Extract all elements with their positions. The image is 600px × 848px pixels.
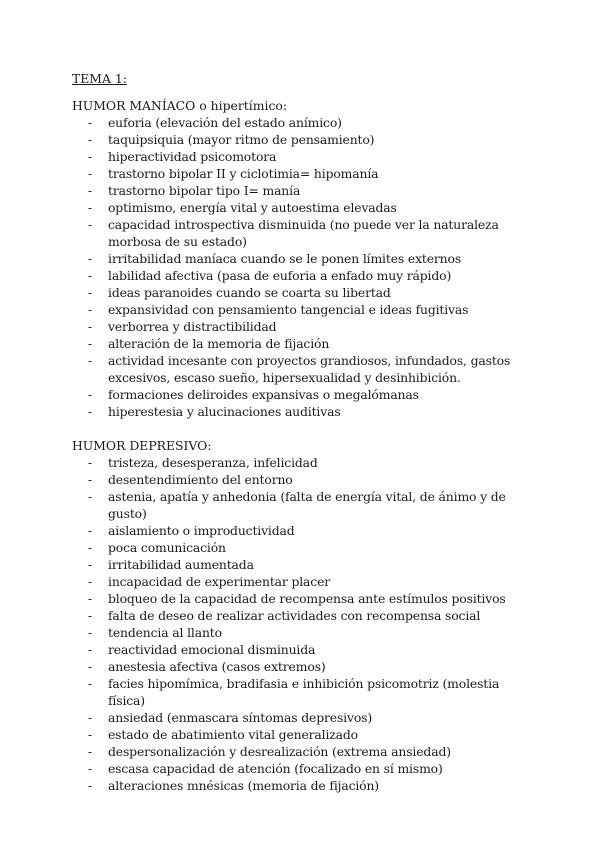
- list-item: [72, 284, 532, 301]
- list-item: [72, 131, 532, 148]
- bullet-list: [72, 114, 532, 420]
- list-item-text: trastorno bipolar tipo I= manía: [108, 183, 301, 198]
- list-item: [72, 709, 532, 726]
- section-heading: HUMOR MANÍACO o hipertímico:: [72, 98, 288, 113]
- list-item-text: incapacidad de experimentar placer: [108, 574, 331, 589]
- list-item-text: falta de deseo de realizar actividades con recompensa social: [108, 608, 481, 623]
- dash-bullet-icon: -: [88, 319, 93, 334]
- list-item-text: taquipsiquia (mayor ritmo de pensamiento): [108, 132, 375, 147]
- list-item: [72, 573, 532, 590]
- list-item-text: euforia (elevación del estado anímico): [108, 115, 342, 130]
- list-item: [72, 641, 532, 658]
- list-item: [72, 743, 532, 760]
- list-item-text: irritabilidad maníaca cuando se le ponen límites externos: [108, 251, 462, 266]
- list-item-text: tristeza, desesperanza, infelicidad: [108, 455, 318, 470]
- list-item: [72, 301, 532, 318]
- dash-bullet-icon: -: [88, 676, 93, 691]
- list-item: [72, 454, 532, 471]
- dash-bullet-icon: -: [88, 455, 93, 470]
- list-item-text: optimismo, energía vital y autoestima elevadas: [108, 200, 397, 215]
- dash-bullet-icon: -: [88, 574, 93, 589]
- dash-bullet-icon: -: [88, 625, 93, 640]
- dash-bullet-icon: -: [88, 523, 93, 538]
- dash-bullet-icon: -: [88, 744, 93, 759]
- list-item: [72, 250, 532, 267]
- list-item: [72, 335, 532, 352]
- document-page: [72, 70, 532, 794]
- list-item-text: alteraciones mnésicas (memoria de fijación): [108, 778, 379, 793]
- list-item-text: labilidad afectiva (pasa de euforia a enfado muy rápido): [108, 268, 452, 283]
- list-item: [72, 403, 532, 420]
- dash-bullet-icon: -: [88, 115, 93, 130]
- list-item: [72, 386, 532, 403]
- dash-bullet-icon: -: [88, 557, 93, 572]
- section-humor-depresivo: [72, 437, 532, 794]
- dash-bullet-icon: -: [88, 608, 93, 623]
- list-item: [72, 624, 532, 641]
- list-item-text: facies hipomímica, bradifasia e inhibición psicomotriz (molestia física): [108, 676, 500, 708]
- list-item: [72, 267, 532, 284]
- list-item: [72, 777, 532, 794]
- list-item-text: desentendimiento del entorno: [108, 472, 293, 487]
- list-item: [72, 182, 532, 199]
- dash-bullet-icon: -: [88, 285, 93, 300]
- dash-bullet-icon: -: [88, 727, 93, 742]
- dash-bullet-icon: -: [88, 183, 93, 198]
- dash-bullet-icon: -: [88, 642, 93, 657]
- dash-bullet-icon: -: [88, 659, 93, 674]
- dash-bullet-icon: -: [88, 166, 93, 181]
- list-item-text: morbosa de su estado): [108, 234, 247, 249]
- list-item: [72, 114, 532, 131]
- list-item: [72, 675, 532, 709]
- list-item-text: tendencia al llanto: [108, 625, 222, 640]
- list-item-text: anestesia afectiva (casos extremos): [108, 659, 326, 674]
- dash-bullet-icon: -: [88, 489, 93, 504]
- list-item-text: alteración de la memoria de fijación: [108, 336, 330, 351]
- dash-bullet-icon: -: [88, 149, 93, 164]
- bullet-list: [72, 454, 532, 794]
- dash-bullet-icon: -: [88, 217, 93, 232]
- dash-bullet-icon: -: [88, 404, 93, 419]
- dash-bullet-icon: -: [88, 353, 93, 368]
- list-item-text: formaciones deliroides expansivas o megalómanas: [108, 387, 419, 402]
- list-item: [72, 658, 532, 675]
- list-item-text: verborrea y distractibilidad: [108, 319, 277, 334]
- page-title: TEMA 1:: [72, 71, 127, 86]
- list-item: [72, 148, 532, 165]
- list-item-text: reactividad emocional disminuida: [108, 642, 316, 657]
- dash-bullet-icon: -: [88, 710, 93, 725]
- list-item-text: bloqueo de la capacidad de recompensa ante estímulos positivos: [108, 591, 506, 606]
- list-item-text: hiperactividad psicomotora: [108, 149, 277, 164]
- list-item: [72, 471, 532, 488]
- list-item: [72, 726, 532, 743]
- list-item-text: capacidad introspectiva disminuida (no puede ver la naturaleza: [108, 217, 499, 232]
- list-item: [72, 216, 532, 250]
- section-heading: HUMOR DEPRESIVO:: [72, 438, 212, 453]
- dash-bullet-icon: -: [88, 472, 93, 487]
- dash-bullet-icon: -: [88, 591, 93, 606]
- list-item-text: trastorno bipolar II y ciclotimia= hipomanía: [108, 166, 379, 181]
- list-item-text: ideas paranoides cuando se coarta su libertad: [108, 285, 391, 300]
- list-item: [72, 556, 532, 573]
- list-item-text: ansiedad (enmascara síntomas depresivos): [108, 710, 373, 725]
- dash-bullet-icon: -: [88, 387, 93, 402]
- list-item-text: poca comunicación: [108, 540, 226, 555]
- list-item-text: astenia, apatía y anhedonia (falta de energía vital, de ánimo y de gusto): [108, 489, 506, 521]
- list-item: [72, 607, 532, 624]
- sections-container: [72, 97, 532, 794]
- dash-bullet-icon: -: [88, 302, 93, 317]
- list-item-text: hiperestesia y alucinaciones auditivas: [108, 404, 341, 419]
- list-item: [72, 539, 532, 556]
- list-item: [72, 488, 532, 522]
- dash-bullet-icon: -: [88, 336, 93, 351]
- list-item: [72, 165, 532, 182]
- section-humor-maniaco: [72, 97, 532, 420]
- list-item: [72, 352, 532, 386]
- list-item-text: escasa capacidad de atención (focalizado en sí mismo): [108, 761, 443, 776]
- list-item: [72, 522, 532, 539]
- list-item-text: expansividad con pensamiento tangencial e ideas fugitivas: [108, 302, 469, 317]
- dash-bullet-icon: -: [88, 132, 93, 147]
- list-item-text: actividad incesante con proyectos grandiosos, infundados, gastos: [108, 353, 511, 368]
- list-item-text: aislamiento o improductividad: [108, 523, 295, 538]
- dash-bullet-icon: -: [88, 778, 93, 793]
- list-item-text: despersonalización y desrealización (extrema ansiedad): [108, 744, 451, 759]
- list-item-text: irritabilidad aumentada: [108, 557, 254, 572]
- list-item: [72, 199, 532, 216]
- list-item: [72, 760, 532, 777]
- list-item: [72, 318, 532, 335]
- section-spacer: [72, 420, 532, 437]
- list-item-text: estado de abatimiento vital generalizado: [108, 727, 358, 742]
- dash-bullet-icon: -: [88, 200, 93, 215]
- dash-bullet-icon: -: [88, 251, 93, 266]
- list-item: [72, 590, 532, 607]
- dash-bullet-icon: -: [88, 540, 93, 555]
- list-item-text: excesivos, escaso sueño, hipersexualidad y desinhibición.: [108, 370, 461, 385]
- dash-bullet-icon: -: [88, 761, 93, 776]
- dash-bullet-icon: -: [88, 268, 93, 283]
